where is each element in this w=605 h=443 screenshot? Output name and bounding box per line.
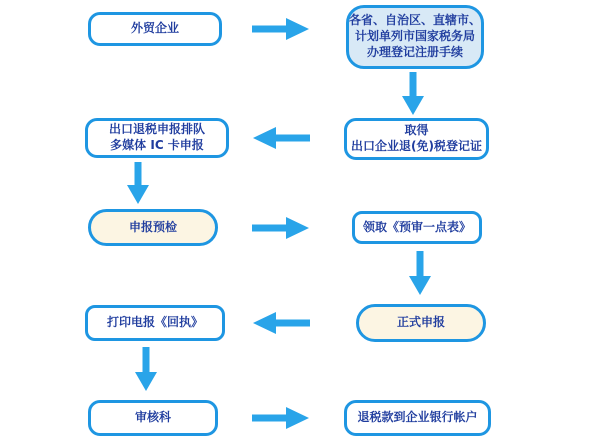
node-label: 计划单列市国家税务局 — [354, 29, 475, 44]
node-label: 出口企业退(免)税登记证 — [351, 139, 482, 153]
node-label: 退税款到企业银行帐户 — [357, 410, 478, 425]
flow-node-receive-prereview-form — [352, 211, 482, 244]
node-label: 外贸企业 — [130, 21, 179, 36]
flow-node-review-section — [88, 400, 218, 436]
arrow-down-2-icon — [126, 162, 150, 205]
arrow-left-1-icon — [252, 126, 310, 150]
node-label: 正式申报 — [396, 315, 445, 330]
node-label: 打印电报《回执》 — [106, 315, 203, 330]
flow-node-foreign-trade-enterprise — [88, 12, 222, 46]
node-label: 出口退税申报排队 — [108, 122, 205, 137]
node-label: 申报预检 — [128, 219, 177, 234]
flow-node-declaration-queue — [85, 118, 229, 158]
flow-node-obtain-registration-cert — [344, 118, 489, 160]
flow-node-print-receipt — [85, 305, 225, 341]
flow-node-formal-declaration — [356, 304, 486, 342]
arrow-right-1-icon — [252, 17, 310, 41]
arrow-left-2-icon — [252, 311, 310, 335]
node-label: 审核科 — [134, 410, 171, 425]
arrow-right-2-icon — [252, 216, 310, 240]
arrow-down-1-icon — [401, 72, 425, 116]
node-label: 领取《预审一点表》 — [362, 219, 471, 234]
node-label: 取得 — [404, 123, 429, 138]
arrow-down-3-icon — [408, 251, 432, 296]
flow-node-pre-check — [88, 209, 218, 246]
flow-node-refund-to-bank-account — [344, 400, 491, 436]
node-label: 各省、自治区、直辖市、 — [349, 13, 482, 28]
node-label: 多媒体 IC 卡申报 — [110, 138, 204, 152]
arrow-down-4-icon — [134, 347, 158, 392]
arrow-right-3-icon — [252, 406, 310, 430]
flow-node-tax-bureau-registration — [346, 5, 484, 69]
node-label: 办理登记注册手续 — [366, 44, 463, 59]
